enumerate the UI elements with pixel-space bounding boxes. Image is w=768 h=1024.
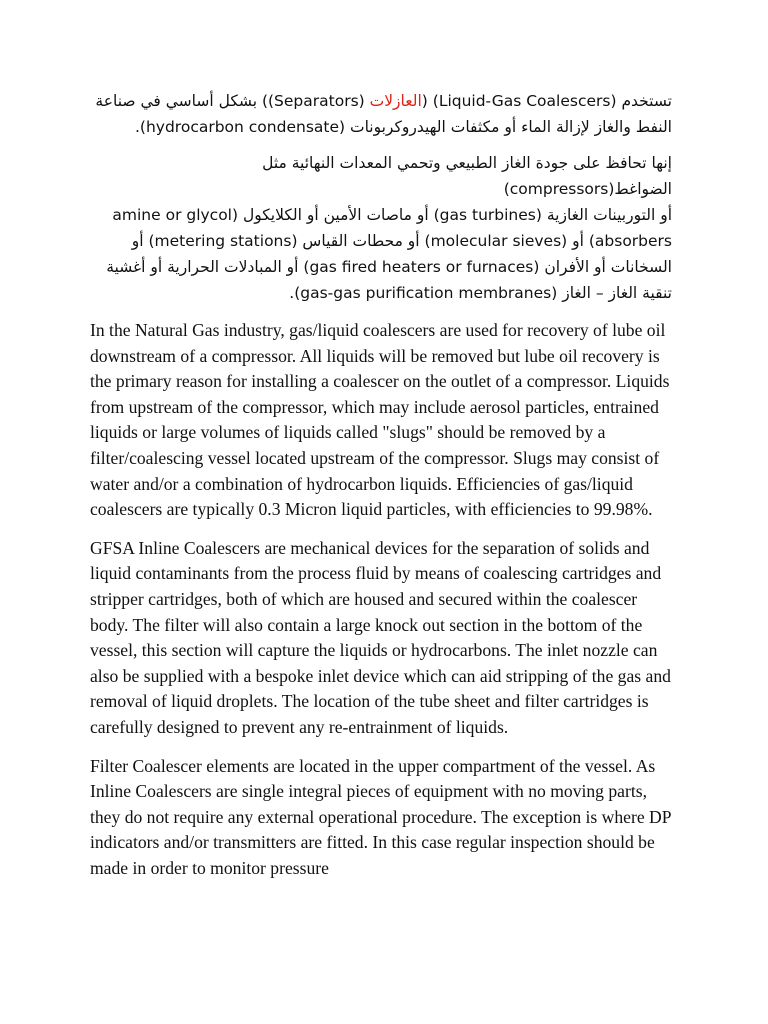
english-paragraph-1: In the Natural Gas industry, gas/liquid coalescers are used for recovery of lube oil downstream of a compressor. All liquids will be removed but lube oil recovery is the primary reason for installing a coalescer on the outlet of a compressor. Liquids from upstream of the compressor, which may include aerosol particles, entrained liquids or large volumes of liquids called "slugs" should be removed by a filter/coalescing vessel located upstream of the compressor. Slugs may consist of water and/or a combination of hydrocarbon liquids. Efficiencies of gas/liquid coalescers are typically 0.3 Micron liquid particles, with efficiencies to 99.98%.	[90, 320, 670, 520]
arabic-paragraph-1	[90, 88, 672, 140]
arabic-line	[90, 114, 672, 140]
english-paragraph-3: Filter Coalescer elements are located in the upper compartment of the vessel. As Inline Coalescers are single integral pieces of equipment with no moving parts, they do not require any external operational procedure. The exception is where DP indicators and/or transmitters are fitted. In this case regular inspection should be made in order to monitor pressure	[90, 755, 671, 878]
highlighted-term: العازلات	[369, 92, 422, 110]
arabic-line: تنقية الغاز – الغاز (gas-gas purification membranes).	[289, 284, 672, 302]
arabic-paragraph-2	[90, 150, 672, 306]
arabic-line	[90, 88, 672, 114]
arabic-text: تستخدم (Liquid-Gas Coalescers) (	[421, 92, 672, 110]
arabic-text: النفط والغاز لإزالة الماء أو مكثفات الهيدروكربونات (hydrocarbon condensate).	[134, 118, 672, 136]
arabic-line: السخانات أو الأفران (gas fired heaters or furnaces) أو المبادلات الحرارية أو أغشية	[106, 258, 672, 276]
english-paragraph-2: GFSA Inline Coalescers are mechanical devices for the separation of solids and liquid contaminants from the process fluid by means of coalescing cartridges and stripper cartridges, both of which are housed and secured within the coalescer body. The filter will also contain a large knock out section in the bottom of the vessel, this section will capture the liquids or hydrocarbons. The inlet nozzle can also be supplied with a bespoke inlet device which can aid stripping of the gas and removal of liquid droplets. The location of the tube sheet and filter cartridges is carefully designed to prevent any re-entrainment of liquids.	[90, 537, 671, 737]
arabic-line: إنها تحافظ على جودة الغاز الطبيعي وتحمي المعدات النهائية مثل الضواغط(compressors)	[262, 154, 672, 198]
arabic-line: absorbers) أو (molecular sieves) أو محطات القياس (metering stations) أو	[131, 232, 672, 250]
document-page	[90, 88, 672, 894]
arabic-text: (Separators)) بشكل أساسي في صناعة	[95, 92, 370, 110]
arabic-line: أو التوربينات الغازية (gas turbines) أو ماصات الأمين أو الكلايكول (amine or glycol	[112, 206, 672, 224]
